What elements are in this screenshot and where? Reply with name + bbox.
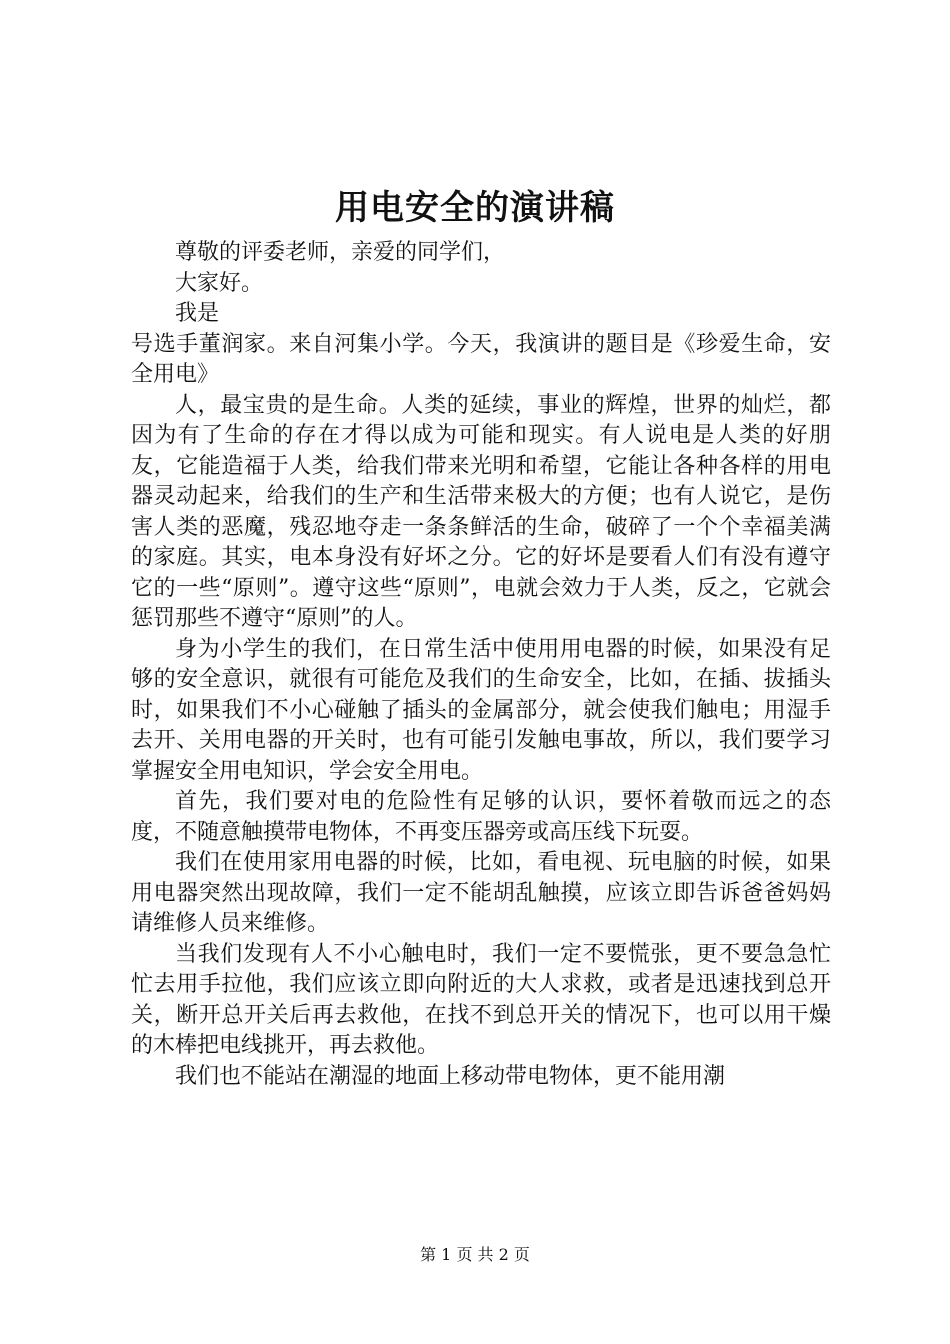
intro-paragraph: 我是 [175, 301, 220, 326]
body-paragraph: 我们也不能站在潮湿的地面上移动带电物体，更不能用潮 [175, 1063, 726, 1089]
page-footer: 第 1 页 共 2 页 [420, 1245, 530, 1264]
speaker-paragraph: 号选手董润家。来自河集小学。今天，我演讲的题目是《珍爱生命，安全用电》 [131, 331, 831, 387]
body-paragraph: 首先，我们要对电的危险性有足够的认识，要怀着敬而远之的态度，不随意触摸带电物体，不再变压器旁或高压线下玩耍。 [131, 789, 831, 845]
body-paragraph: 人，最宝贵的是生命。人类的延续，事业的辉煌，世界的灿烂，都因为有了生命的存在才得以成为可能和现实。有人说电是人类的好朋友，它能造福于人类，给我们带来光明和希望，它能让各种各样的用电器灵动起来，给我们的生产和生活带来极大的方便；也有人说它，是伤害人类的恶魔，残忍地夺走一条条鲜活的生命，破碎了一个个幸福美满的家庭。其实，电本身没有好坏之分。它的好坏是要看人们有没有遵守它的一些“原则”。遵守这些“原则”，电就会效力于人类，反之，它就会惩罚那些不遵守“原则”的人。 [131, 392, 831, 631]
body-paragraph: 当我们发现有人不小心触电时，我们一定不要慌张，更不要急急忙忙去用手拉他，我们应该立即向附近的大人求救，或者是迅速找到总开关，断开总开关后再去救他，在找不到总开关的情况下，也可以用干燥的木棒把电线挑开，再去救他。 [131, 941, 831, 1058]
greeting-paragraph: 尊敬的评委老师，亲爱的同学们， [175, 240, 506, 265]
document-body [131, 238, 831, 1092]
body-paragraph: 身为小学生的我们，在日常生活中使用用电器的时候，如果没有足够的安全意识，就很有可能危及我们的生命安全，比如，在插、拔插头时，如果我们不小心碰触了插头的金属部分，就会使我们触电；用湿手去开、关用电器的开关时，也有可能引发触电事故，所以，我们要学习掌握安全用电知识，学会安全用电。 [131, 636, 831, 784]
document-title: 用电安全的演讲稿 [335, 188, 615, 228]
hello-paragraph: 大家好。 [175, 270, 264, 296]
body-paragraph: 我们在使用家用电器的时候，比如，看电视、玩电脑的时候，如果用电器突然出现故障，我们一定不能胡乱触摸，应该立即告诉爸爸妈妈请维修人员来维修。 [131, 850, 831, 936]
